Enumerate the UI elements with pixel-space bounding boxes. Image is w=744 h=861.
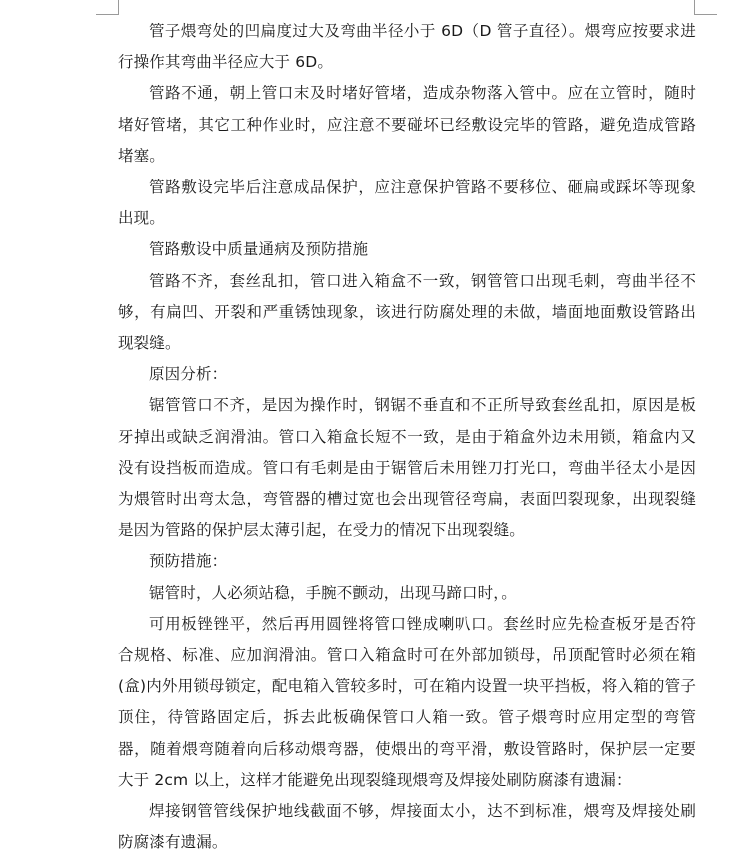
subheading-cause-analysis: 原因分析： bbox=[149, 365, 228, 384]
paragraph-sawing-pipe: 锯管时，人必须站稳，手腕不颤动，出现马蹄口时，。 bbox=[149, 583, 517, 602]
paragraph-welded-steel-pipe: 焊接钢管管线保护地线截面不够，焊接面太小，达不到标准，煨弯及焊接处刷防腐漆有遗漏。 bbox=[118, 802, 696, 852]
paragraph-pipe-blockage: 管路不通，朝上管口末及时堵好管堵，造成杂物落入管中。应在立管时，随时堵好管堵，其它工种作业时，应注意不要碰坏已经敷设完毕的管路，避免造成管路堵塞。 bbox=[118, 84, 696, 165]
document-body[interactable] bbox=[118, 16, 696, 858]
paragraph-product-protection: 管路敷设完毕后注意成品保护，应注意保护管路不要移位、砸扁或踩坏等现象出现。 bbox=[118, 178, 696, 228]
page-corner-mark-left bbox=[96, 0, 119, 15]
paragraph-issue-description: 管路不齐，套丝乱扣，管口进入箱盒不一致，钢管管口出现毛刺，弯曲半径不够，有扁凹、开裂和严重锈蚀现象，该进行防腐处理的未做，墙面地面敷设管路出现裂缝。 bbox=[118, 271, 696, 353]
paragraph-filing-and-threading: 可用板锉锉平，然后再用圆锉将管口锉成喇叭口。套丝时应先检查板牙是否符合规格、标准、应加润滑油。管口入箱盒时可在外部加锁母，吊顶配管时必须在箱(盒)内外用锁母锁定，配电箱入管较多时，可在箱内设置一块平挡板，将入箱的管子顶住，待管路固定后，拆去此板确保管口人箱一致。管子煨弯时应用定型的弯管器，随着煨弯随着向后移动煨弯器，使煨出的弯平滑，敷设管路时，保护层一定要大于 2cm 以上，这样才能避免出现裂缝现煨弯及焊接处刷防腐漆有遗漏： bbox=[118, 614, 696, 789]
subheading-preventive-measures: 预防措施： bbox=[149, 552, 228, 571]
paragraph-cause-analysis: 锯管管口不齐，是因为操作时，钢锯不垂直和不正所导致套丝乱扣，原因是板牙掉出或缺乏润滑油。管口入箱盒长短不一致，是由于箱盒外边未用锁，箱盒内又没有设挡板而造成。管口有毛刺是由于锯管后未用锉刀打光口，弯曲半径太小是因为煨管时出弯太急，弯管器的槽过宽也会出现管径弯扁，表面凹裂现象，出现裂缝是因为管路的保护层太薄引起，在受力的情况下出现裂缝。 bbox=[118, 396, 696, 540]
paragraph-bend-radius: 管子煨弯处的凹扁度过大及弯曲半径小于 6D（D 管子直径）。煨弯应按要求进行操作其弯曲半径应大于 6D。 bbox=[118, 22, 696, 72]
page-corner-mark-right bbox=[694, 0, 717, 15]
section-heading-quality-issues: 管路敷设中质量通病及预防措施 bbox=[149, 240, 369, 259]
